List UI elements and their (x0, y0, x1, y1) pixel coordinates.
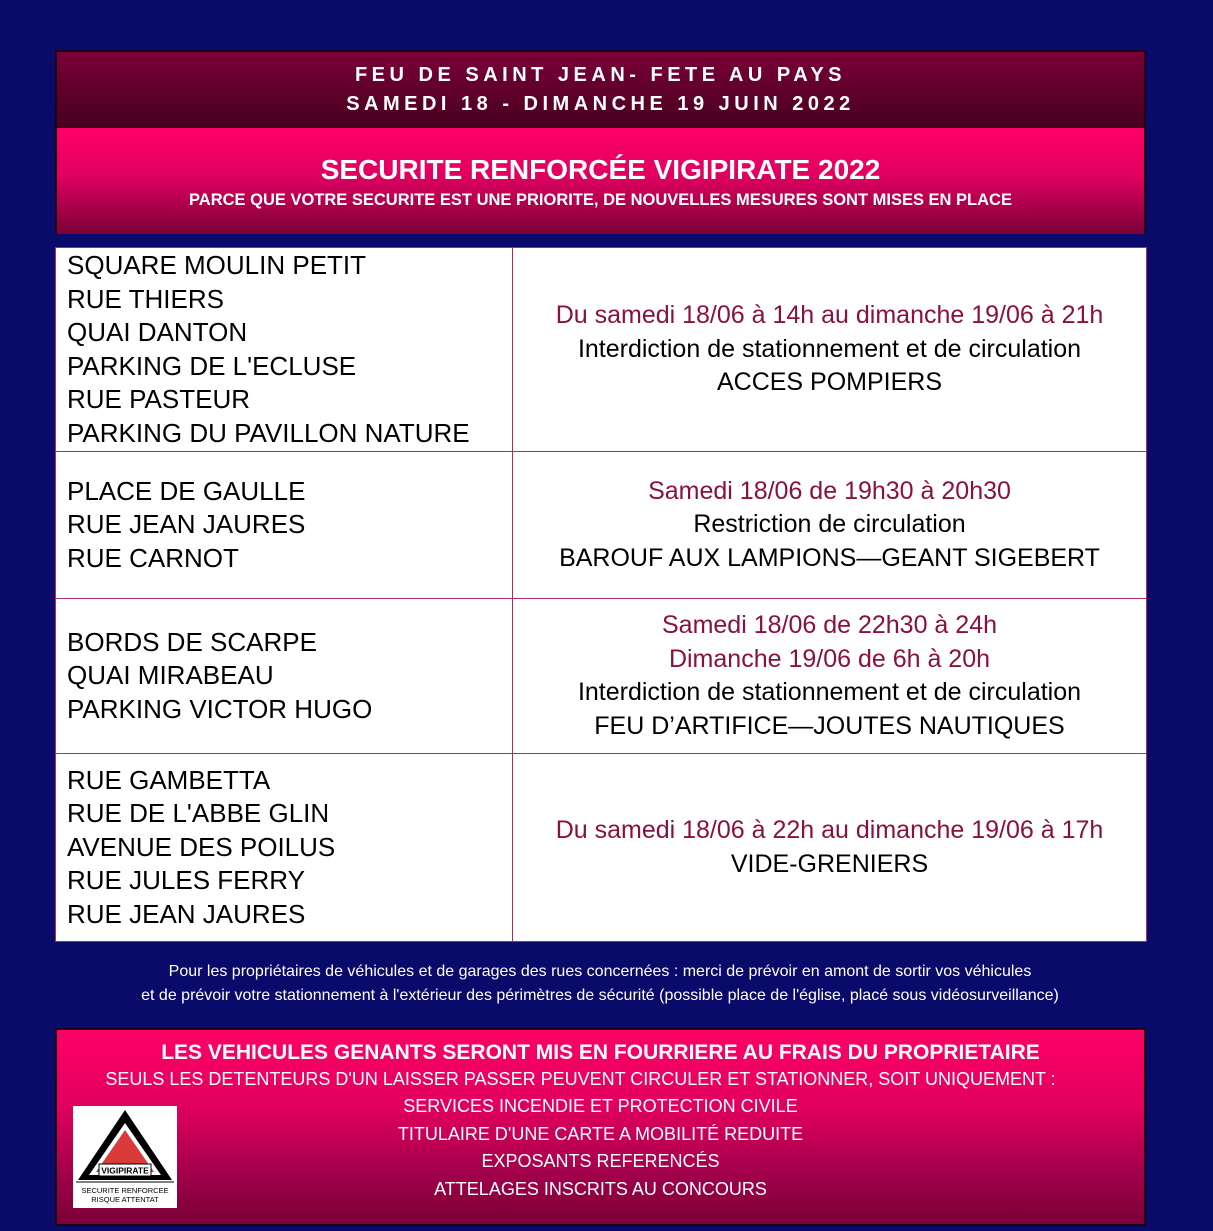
list-item: SERVICES INCENDIE ET PROTECTION CIVILE (403, 1096, 798, 1116)
street-name: PARKING DE L'ECLUSE (67, 350, 357, 381)
street-name: RUE PASTEUR (67, 384, 250, 414)
street-name: QUAI MIRABEAU (67, 660, 274, 691)
restriction-info (513, 452, 1147, 599)
restriction-info (513, 754, 1147, 942)
page-subtitle: PARCE QUE VOTRE SECURITE EST UNE PRIORITE, DE NOUVELLES MESURES SONT MISES EN PLACE (189, 191, 1012, 209)
street-name: SQUARE MOULIN PETIT (67, 250, 367, 280)
street-list (56, 599, 513, 754)
restriction-period: Samedi 18/06 de 19h30 à 20h30 (648, 476, 1011, 505)
note-line: Pour les propriétaires de véhicules et de garages des rues concernées : merci de prévoir en amont de sortir vos véhicules (168, 963, 1032, 980)
restriction-period: Samedi 18/06 de 22h30 à 24h (662, 611, 997, 639)
restriction-info (513, 248, 1147, 452)
table-row (56, 452, 1147, 599)
event-title: FEU DE SAINT JEAN- FETE AU PAYS (354, 64, 847, 86)
street-list (56, 754, 513, 942)
svg-text:VIGIPIRATE: VIGIPIRATE (101, 1165, 149, 1176)
street-name: QUAI DANTON (67, 317, 248, 347)
note-line: et de prévoir votre stationnement à l'extérieur des périmètres de sécurité (possible place de l'église, placé sous vidéosurveillance) (141, 987, 1059, 1004)
restriction-info (513, 599, 1147, 754)
list-item: TITULAIRE D'UNE CARTE A MOBILITÉ REDUITE (397, 1123, 804, 1144)
street-name: RUE JEAN JAURES (67, 509, 306, 540)
table-row (56, 248, 1147, 452)
vigipirate-triangle-icon (73, 1106, 177, 1208)
street-list (56, 452, 513, 599)
pass-holders-intro: SEULS LES DETENTEURS D'UN LAISSER PASSER PEUVENT CIRCULER ET STATIONNER, SOIT UNIQUEMENT : (105, 1069, 1056, 1089)
street-name: AVENUE DES POILUS (67, 831, 336, 862)
owners-note (0, 960, 1200, 1008)
street-name: RUE THIERS (67, 283, 224, 314)
security-banner (57, 127, 1144, 234)
table-row (56, 599, 1147, 754)
restriction-period: Du samedi 18/06 à 22h au dimanche 19/06 à 17h (555, 816, 1104, 844)
zones-table (55, 247, 1147, 942)
restriction-reason: FEU D’ARTIFICE—JOUTES NAUTIQUES (594, 711, 1065, 740)
header-banner (55, 50, 1146, 233)
street-name: RUE GAMBETTA (67, 764, 271, 795)
restriction-detail: Restriction de circulation (693, 510, 966, 539)
event-dates: SAMEDI 18 - DIMANCHE 19 JUIN 2022 (346, 93, 855, 115)
restriction-period: Du samedi 18/06 à 14h au dimanche 19/06 à 21h (555, 301, 1104, 330)
street-name: RUE CARNOT (67, 542, 239, 573)
list-item: ATTELAGES INSCRITS AU CONCOURS (434, 1178, 767, 1199)
street-name: RUE JULES FERRY (67, 865, 305, 896)
restriction-reason: BAROUF AUX LAMPIONS—GEANT SIGEBERT (559, 543, 1100, 572)
svg-text:SECURITE RENFORCEE: SECURITE RENFORCEE (81, 1186, 169, 1195)
street-name: BORDS DE SCARPE (67, 626, 317, 657)
list-item: EXPOSANTS REFERENCÉS (481, 1151, 720, 1171)
restriction-reason: ACCES POMPIERS (716, 368, 943, 397)
restriction-detail: Interdiction de stationnement et de circulation (577, 678, 1082, 706)
event-header (57, 52, 1144, 127)
street-name: PARKING DU PAVILLON NATURE (67, 417, 470, 448)
street-name: RUE DE L'ABBE GLIN (67, 798, 330, 829)
table-row (56, 754, 1147, 942)
street-name: RUE JEAN JAURES (67, 898, 306, 929)
street-name: PLACE DE GAULLE (67, 475, 306, 506)
restriction-period: Dimanche 19/06 de 6h à 20h (668, 644, 991, 673)
allowed-list (57, 1093, 1144, 1203)
page-title: SECURITE RENFORCÉE VIGIPIRATE 2022 (320, 154, 881, 185)
footer-banner (55, 1028, 1146, 1226)
street-list (56, 248, 513, 452)
restriction-reason: VIDE-GRENIERS (730, 849, 929, 878)
svg-text:RISQUE ATTENTAT: RISQUE ATTENTAT (91, 1195, 159, 1204)
vigipirate-logo (73, 1106, 177, 1208)
towing-warning: LES VEHICULES GENANTS SERONT MIS EN FOURRIERE AU FRAIS DU PROPRIETAIRE (161, 1041, 1040, 1064)
street-name: PARKING VICTOR HUGO (67, 693, 373, 724)
restriction-detail: Interdiction de stationnement et de circulation (577, 334, 1082, 363)
